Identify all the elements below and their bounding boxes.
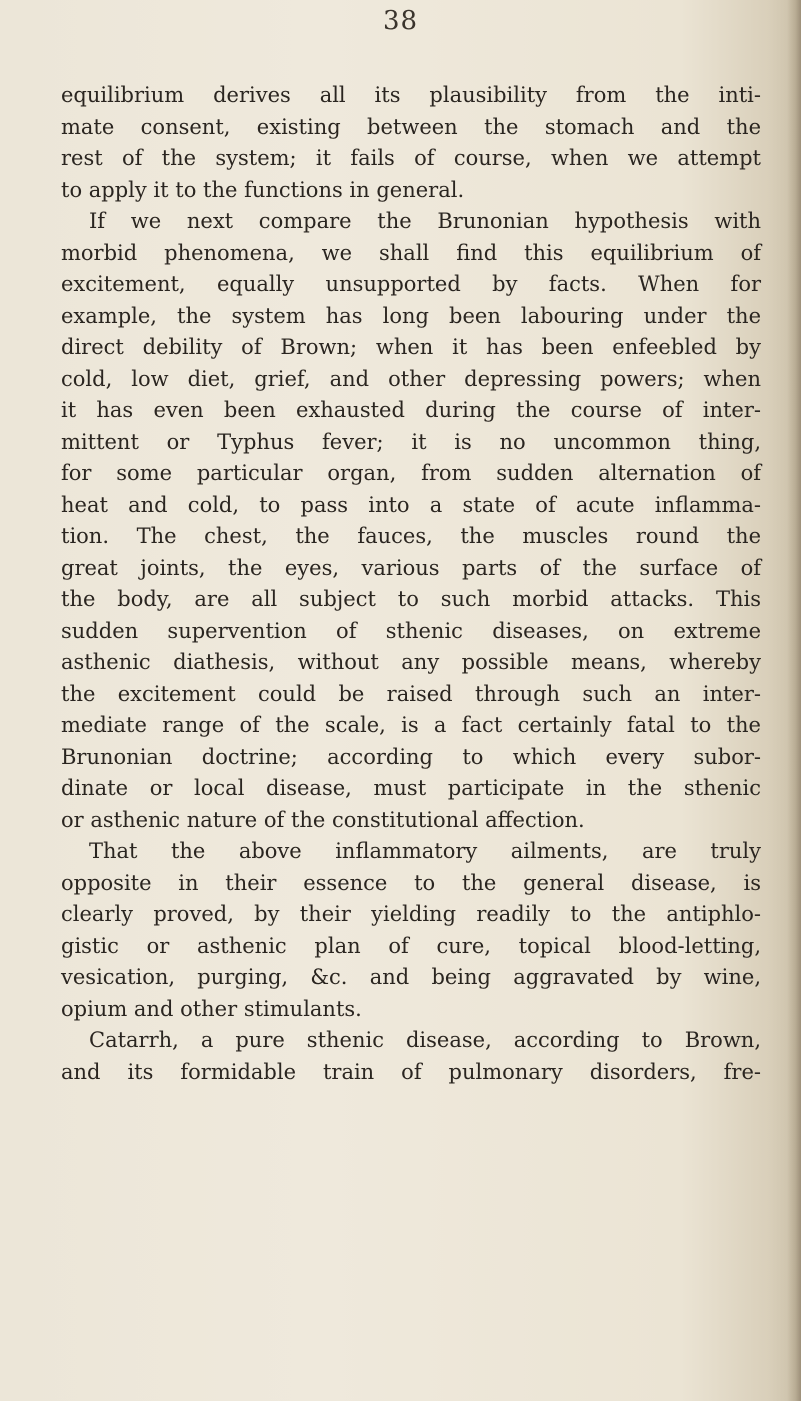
text-line: If we next compare the Brunonian hypothesis with	[89, 209, 761, 233]
text-line: excitement, equally unsupported by facts. When for	[61, 272, 761, 296]
text-line: That the above inflammatory ailments, are truly	[89, 839, 761, 863]
text-line: to apply it to the functions in general.	[61, 177, 465, 202]
page-number: 38	[382, 6, 419, 36]
text-line: Catarrh, a pure sthenic disease, according to Brown,	[89, 1028, 761, 1052]
text-line: gistic or asthenic plan of cure, topical blood-letting,	[61, 933, 761, 958]
text-line: asthenic diathesis, without any possible means, whereby	[61, 650, 761, 674]
text-line: dinate or local disease, must participate in the sthenic	[61, 776, 761, 800]
text-line: mate consent, existing between the stomach and the	[61, 114, 761, 139]
text-line: or asthenic nature of the constitutional affection.	[61, 807, 585, 832]
text-line: the body, are all subject to such morbid attacks. This	[61, 587, 761, 611]
body-text	[61, 80, 761, 1088]
text-line: mediate range of the scale, is a fact certainly fatal to the	[61, 713, 761, 737]
text-line: example, the system has long been labouring under the	[61, 303, 761, 328]
text-line: mittent or Typhus fever; it is no uncommon thing,	[61, 429, 761, 454]
text-line: rest of the system; it fails of course, when we attempt	[61, 146, 761, 170]
text-line: equilibrium derives all its plausibility from the inti-	[61, 83, 761, 107]
text-line: tion. The chest, the fauces, the muscles round the	[61, 524, 761, 548]
text-line: Brunonian doctrine; according to which every subor-	[61, 744, 761, 769]
text-line: clearly proved, by their yielding readily to the antiphlo-	[61, 902, 761, 926]
text-line: heat and cold, to pass into a state of acute inflamma-	[61, 492, 761, 517]
text-line: great joints, the eyes, various parts of the surface of	[61, 555, 761, 580]
text-line: direct debility of Brown; when it has been enfeebled by	[61, 335, 761, 359]
text-line: it has even been exhausted during the course of inter-	[61, 398, 761, 422]
text-line: cold, low diet, grief, and other depressing powers; when	[61, 366, 761, 391]
page-edge-shadow	[787, 0, 801, 1401]
text-line: opium and other stimulants.	[61, 996, 362, 1021]
text-line: morbid phenomena, we shall find this equilibrium of	[61, 240, 761, 265]
text-line: sudden supervention of sthenic diseases, on extreme	[61, 618, 761, 643]
text-line: the excitement could be raised through such an inter-	[61, 681, 761, 706]
text-line: opposite in their essence to the general disease, is	[61, 870, 761, 895]
text-line: and its formidable train of pulmonary disorders, fre-	[61, 1059, 761, 1084]
text-line: vesication, purging, &c. and being aggravated by wine,	[61, 965, 761, 989]
text-line: for some particular organ, from sudden alternation of	[61, 461, 761, 485]
